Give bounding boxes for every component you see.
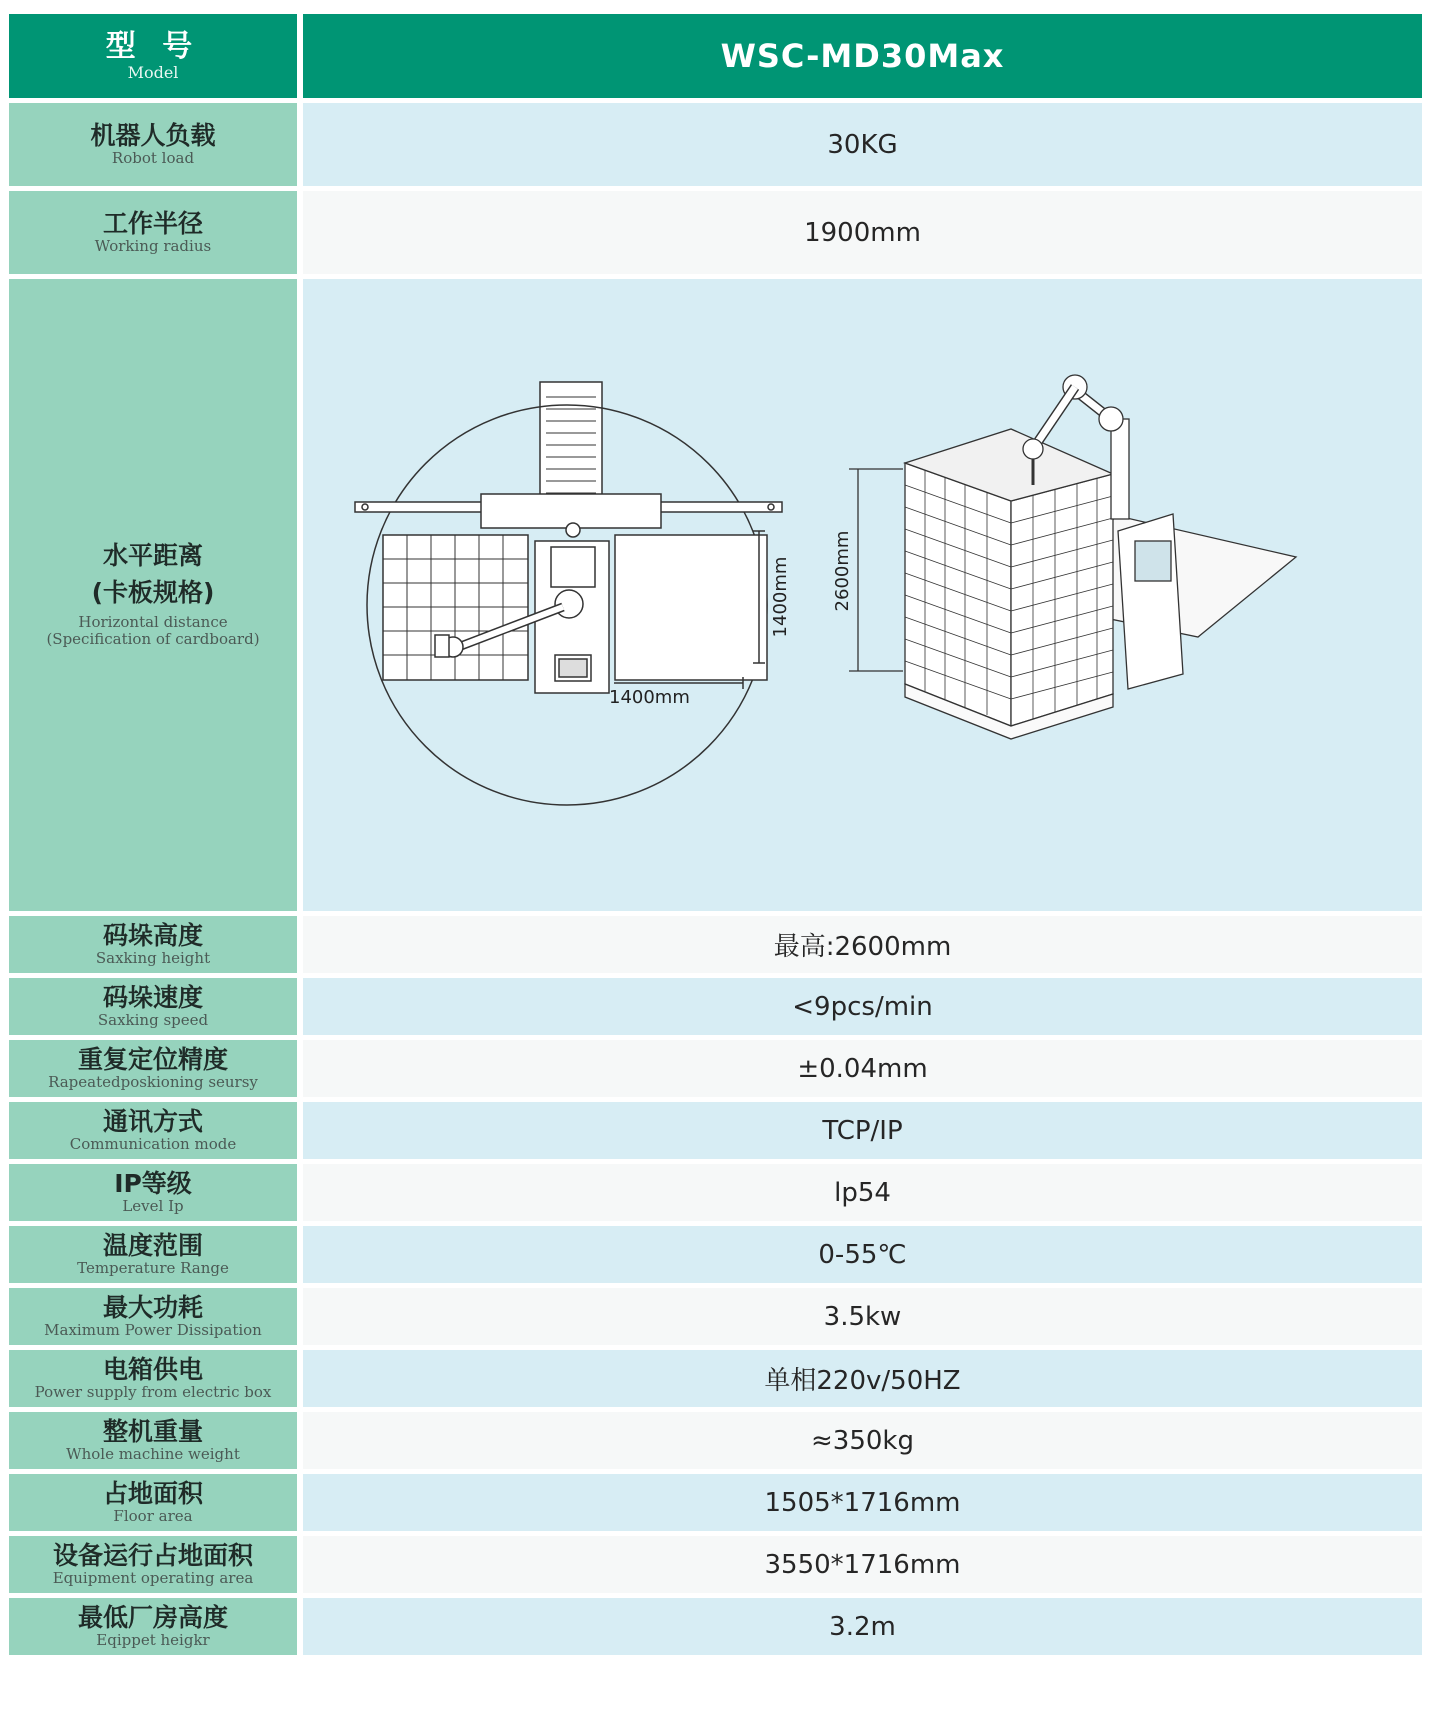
spec-label-en: Level Ip bbox=[122, 1197, 184, 1216]
spec-label-en: Saxking height bbox=[95, 949, 211, 968]
spec-label-zh: 占地面积 bbox=[102, 1478, 203, 1508]
spec-label-cell bbox=[9, 1536, 297, 1593]
perspective-view-drawing bbox=[849, 375, 1296, 739]
spec-label-zh: 最大功耗 bbox=[102, 1292, 203, 1322]
dimension-vertical-label: 1400mm bbox=[770, 556, 791, 638]
spec-value: 0-55℃ bbox=[303, 1226, 1422, 1283]
spec-row-robot-load bbox=[9, 103, 1422, 186]
spec-label-cell bbox=[9, 103, 297, 186]
spec-label-zh: IP等级 bbox=[114, 1168, 192, 1198]
spec-value: 3.5kw bbox=[303, 1288, 1422, 1345]
spec-value: 30KG bbox=[303, 103, 1422, 186]
spec-label-en: Temperature Range bbox=[77, 1259, 229, 1278]
model-value: WSC-MD30Max bbox=[303, 14, 1422, 98]
top-view-drawing bbox=[355, 382, 782, 805]
spec-label-en-line1: Horizontal distance bbox=[78, 612, 228, 631]
spec-row-min-height bbox=[9, 1598, 1422, 1655]
spec-row-power-supply bbox=[9, 1350, 1422, 1407]
spec-label-zh: 设备运行占地面积 bbox=[52, 1540, 253, 1570]
spec-row-repeat-accuracy bbox=[9, 1040, 1422, 1097]
spec-label-zh: 码垛高度 bbox=[102, 920, 203, 950]
spec-value: 最高:2600mm bbox=[303, 916, 1422, 973]
spec-label-zh: 机器人负载 bbox=[90, 120, 216, 150]
spec-label-cell bbox=[9, 1226, 297, 1283]
spec-label-en: Robot load bbox=[111, 149, 195, 168]
spec-label-cell bbox=[9, 1288, 297, 1345]
spec-row-ip-level bbox=[9, 1164, 1422, 1221]
spec-label-cell bbox=[9, 279, 297, 911]
layout-diagram bbox=[303, 279, 1422, 911]
spec-row-operating-area bbox=[9, 1536, 1422, 1593]
spec-value: 1505*1716mm bbox=[303, 1474, 1422, 1531]
spec-label-zh: 最低厂房高度 bbox=[77, 1602, 228, 1632]
spec-label-zh: 电箱供电 bbox=[102, 1354, 203, 1384]
spec-value: 单相220v/50HZ bbox=[303, 1350, 1422, 1407]
spec-label-cell bbox=[9, 1412, 297, 1469]
spec-label-en: Saxking speed bbox=[97, 1011, 209, 1030]
spec-row-floor-area bbox=[9, 1474, 1422, 1531]
spec-value: ±0.04mm bbox=[303, 1040, 1422, 1097]
spec-label-en: Whole machine weight bbox=[66, 1445, 240, 1464]
spec-row-horizontal-distance bbox=[9, 279, 1422, 911]
diagram-cell bbox=[303, 279, 1422, 911]
spec-label-cell bbox=[9, 1040, 297, 1097]
spec-value: TCP/IP bbox=[303, 1102, 1422, 1159]
model-label-cell bbox=[9, 14, 297, 98]
header-row bbox=[9, 14, 1422, 98]
spec-label-cell bbox=[9, 916, 297, 973]
spec-label-cell bbox=[9, 1598, 297, 1655]
spec-label-zh: 工作半径 bbox=[102, 208, 203, 238]
spec-label-zh-line1: 水平距离 bbox=[102, 541, 203, 570]
spec-value: 3.2m bbox=[303, 1598, 1422, 1655]
model-label-en: Model bbox=[127, 63, 179, 83]
spec-label-cell bbox=[9, 1102, 297, 1159]
dimension-height-label: 2600mm bbox=[832, 530, 853, 612]
spec-label-cell bbox=[9, 1350, 297, 1407]
spec-label-zh-line2: (卡板规格) bbox=[91, 577, 215, 607]
spec-value: lp54 bbox=[303, 1164, 1422, 1221]
spec-value: 3550*1716mm bbox=[303, 1536, 1422, 1593]
spec-value: 1900mm bbox=[303, 191, 1422, 274]
spec-label-zh: 重复定位精度 bbox=[77, 1044, 228, 1074]
spec-label-en: Floor area bbox=[113, 1507, 193, 1526]
spec-label-zh: 温度范围 bbox=[102, 1230, 203, 1260]
spec-label-en-line2: (Specification of cardboard) bbox=[46, 629, 260, 648]
spec-label-cell bbox=[9, 1474, 297, 1531]
dimension-horizontal-label: 1400mm bbox=[609, 687, 690, 708]
spec-row-temperature bbox=[9, 1226, 1422, 1283]
spec-label-cell bbox=[9, 978, 297, 1035]
spec-sheet bbox=[9, 14, 1422, 1660]
spec-label-cell bbox=[9, 191, 297, 274]
spec-label-en: Maximum Power Dissipation bbox=[44, 1321, 262, 1340]
spec-label-en: Working radius bbox=[94, 237, 212, 256]
spec-label-en: Power supply from electric box bbox=[34, 1383, 272, 1402]
spec-label-en: Rapeatedposkioning seursy bbox=[48, 1073, 258, 1092]
spec-label-zh: 码垛速度 bbox=[102, 982, 203, 1012]
model-label-zh: 型 号 bbox=[105, 28, 201, 64]
spec-label-en: Eqippet heigkr bbox=[96, 1631, 210, 1650]
spec-label-zh: 通讯方式 bbox=[102, 1106, 203, 1136]
spec-label-en: Communication mode bbox=[69, 1135, 237, 1154]
spec-row-working-radius bbox=[9, 191, 1422, 274]
spec-row-max-power bbox=[9, 1288, 1422, 1345]
spec-label-cell bbox=[9, 1164, 297, 1221]
spec-row-saxking-height bbox=[9, 916, 1422, 973]
spec-row-saxking-speed bbox=[9, 978, 1422, 1035]
spec-label-zh: 整机重量 bbox=[102, 1416, 203, 1446]
spec-value: <9pcs/min bbox=[303, 978, 1422, 1035]
spec-label-en: Equipment operating area bbox=[52, 1569, 254, 1588]
spec-value: ≈350kg bbox=[303, 1412, 1422, 1469]
spec-row-machine-weight bbox=[9, 1412, 1422, 1469]
spec-row-communication bbox=[9, 1102, 1422, 1159]
